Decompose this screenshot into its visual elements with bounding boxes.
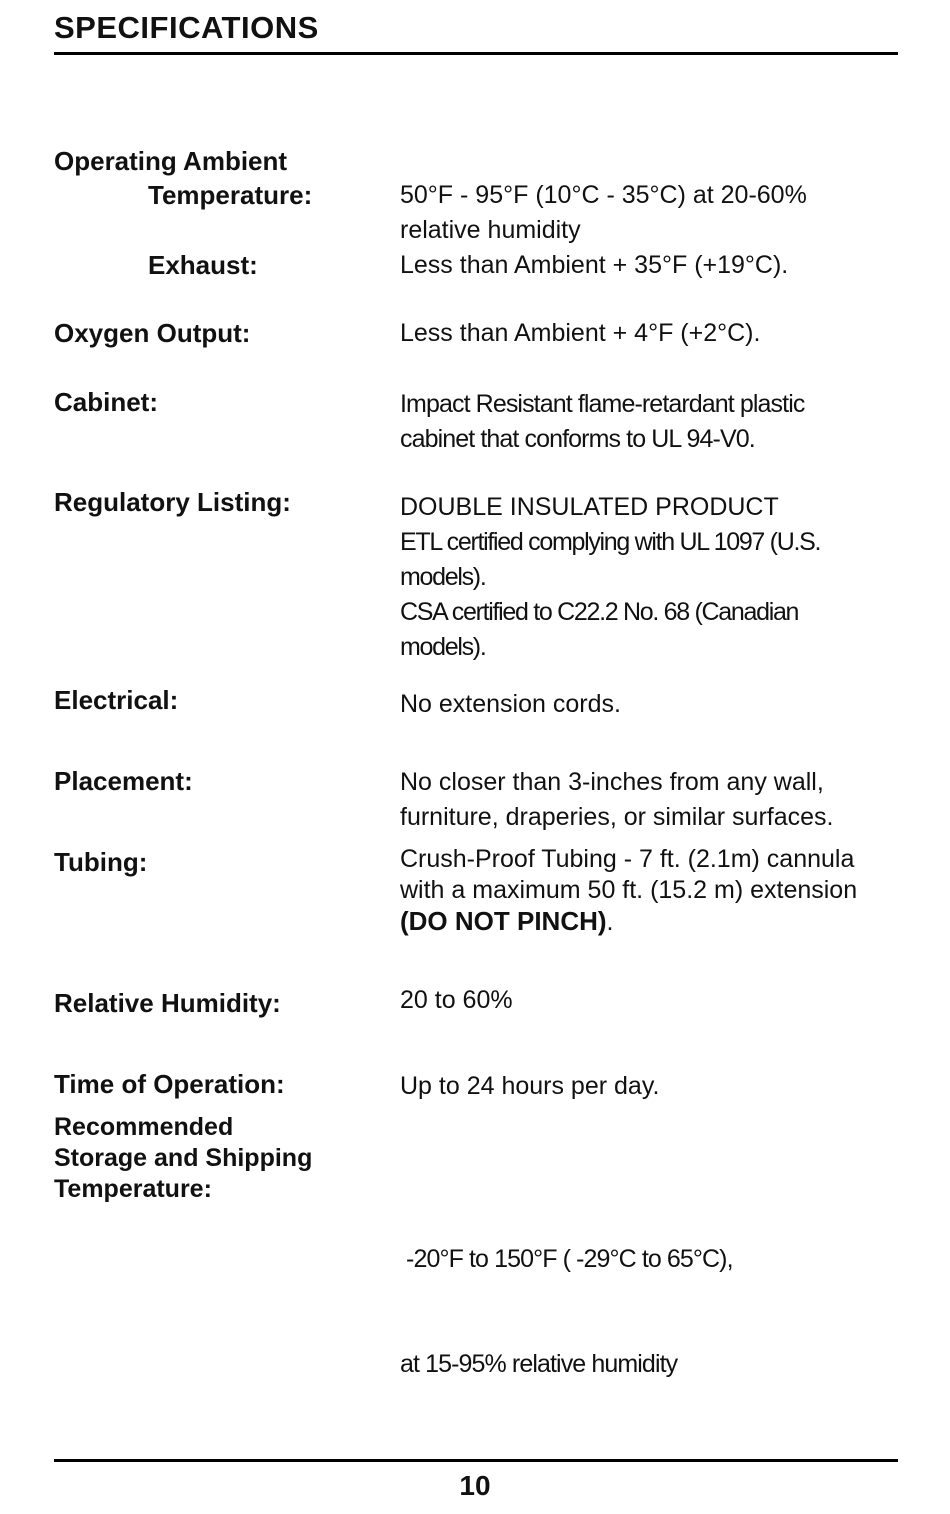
exhaust-label: Exhaust:: [148, 250, 258, 280]
storage-label: [54, 1112, 312, 1205]
header-rule: [54, 52, 898, 55]
tubing-value-line: Crush-Proof Tubing - 7 ft. (2.1m) cannula: [400, 845, 855, 873]
time-of-operation-value: Up to 24 hours per day.: [400, 1072, 660, 1100]
placement-value: [400, 765, 833, 835]
cabinet-value-line: Impact Resistant flame-retardant plastic: [400, 390, 805, 418]
placement-value-line: No closer than 3-inches from any wall,: [400, 768, 824, 796]
regulatory-listing-value: [400, 490, 820, 665]
electrical-value: No extension cords.: [400, 690, 621, 718]
operating-ambient-label: Operating Ambient: [54, 146, 288, 176]
tubing-value-line: with a maximum 50 ft. (15.2 m) extension: [400, 876, 858, 904]
regulatory-line: CSA certified to C22.2 No. 68 (Canadian: [400, 598, 799, 626]
regulatory-line: DOUBLE INSULATED PRODUCT: [400, 493, 779, 521]
storage-value-line: -20°F to 150°F ( -29°C to 65°C),: [400, 1245, 733, 1273]
page-title: SPECIFICATIONS: [54, 10, 319, 45]
regulatory-line: models).: [400, 633, 486, 661]
oxygen-output-label: Oxygen Output:: [54, 318, 251, 348]
electrical-label: Electrical:: [54, 685, 179, 715]
regulatory-line: ETL certified complying with UL 1097 (U.S.: [400, 528, 821, 556]
temperature-label: Temperature:: [148, 180, 313, 210]
regulatory-line: models).: [400, 563, 486, 591]
temperature-value-line: 50°F - 95°F (10°C - 35°C) at 20-60%: [400, 181, 807, 209]
storage-label-line: Temperature:: [54, 1175, 212, 1203]
oxygen-output-value: Less than Ambient + 4°F (+2°C).: [400, 319, 761, 347]
temperature-value: [400, 178, 807, 248]
exhaust-value: Less than Ambient + 35°F (+19°C).: [400, 251, 789, 279]
tubing-value-line: [400, 906, 857, 938]
tubing-period: .: [606, 908, 614, 936]
cabinet-label: Cabinet:: [54, 387, 158, 417]
storage-label-line: Recommended: [54, 1113, 234, 1141]
relative-humidity-label: Relative Humidity:: [54, 988, 281, 1018]
relative-humidity-value: 20 to 60%: [400, 986, 513, 1014]
cabinet-value-line: cabinet that conforms to UL 94-V0.: [400, 425, 755, 453]
cabinet-value: [400, 387, 804, 457]
placement-label: Placement:: [54, 766, 193, 796]
temperature-value-line: relative humidity: [400, 216, 581, 244]
do-not-pinch-warning: (DO NOT PINCH): [400, 906, 607, 936]
storage-value: [400, 1172, 733, 1417]
regulatory-listing-label: Regulatory Listing:: [54, 487, 291, 517]
tubing-value: [400, 844, 857, 938]
time-of-operation-label: Time of Operation:: [54, 1069, 285, 1099]
footer-rule: [54, 1459, 898, 1462]
storage-value-line: at 15-95% relative humidity: [400, 1350, 678, 1378]
placement-value-line: furniture, draperies, or similar surfaces.: [400, 803, 834, 831]
page-number: 10: [459, 1470, 491, 1501]
storage-label-line: Storage and Shipping: [54, 1144, 313, 1172]
tubing-label: Tubing:: [54, 847, 148, 877]
